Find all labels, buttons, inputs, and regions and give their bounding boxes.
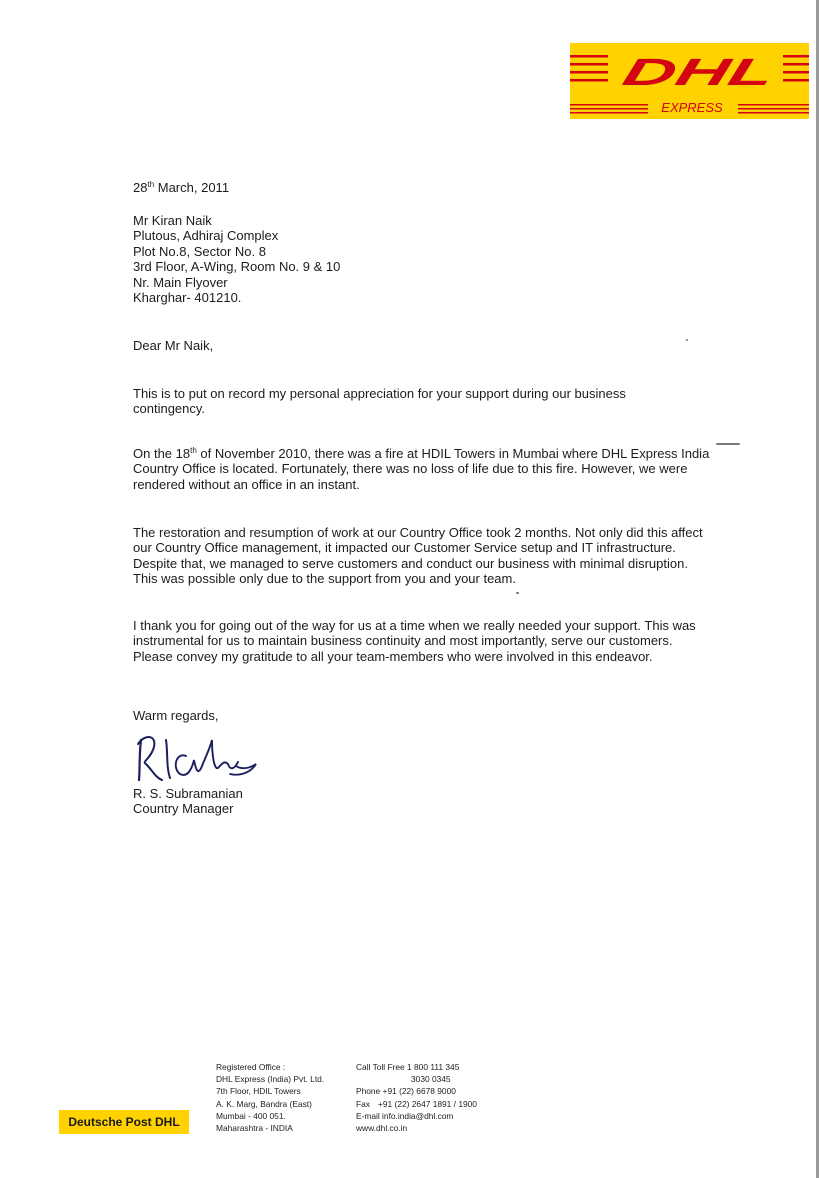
registered-line: Mumbai - 400 051. <box>216 1110 286 1121</box>
scan-speck <box>516 592 519 594</box>
registered-line: A. K. Marg, Bandra (East) <box>216 1098 312 1109</box>
signer-name: R. S. Subramanian <box>133 786 243 801</box>
address-line: 3rd Floor, A-Wing, Room No. 9 & 10 <box>133 259 341 275</box>
registered-line: 7th Floor, HDIL Towers <box>216 1086 301 1097</box>
closing: Warm regards, <box>133 708 219 723</box>
dhl-logo-express: EXPRESS <box>661 100 723 115</box>
registered-line: DHL Express (India) Pvt. Ltd. <box>216 1074 325 1085</box>
paragraph-3: The restoration and resumption of work at our Country Office took 2 months. Not only did this affect our Country Office management, it impacted our Customer Service setup and IT infrastructure. Despite that, we managed to serve customers and conduct our business with minimal disruption. This was possible only due to the support from you and your team. <box>133 525 703 587</box>
salutation: Dear Mr Naik, <box>133 338 214 353</box>
tollfree-line: Call Toll Free 1 800 111 345 <box>356 1062 460 1072</box>
website-line: www.dhl.co.in <box>356 1123 408 1134</box>
dhl-express-logo <box>570 43 809 119</box>
dhl-logo-wordmark: DHL <box>618 51 707 94</box>
letter-date: 28th March, 2011 <box>133 180 230 195</box>
contact-info <box>356 1061 477 1134</box>
phone-line: Phone +91 (22) 6678 9000 <box>356 1086 456 1097</box>
address-line: Plot No.8, Sector No. 8 <box>133 243 266 259</box>
scan-speck <box>716 443 740 445</box>
registered-line: Maharashtra - INDIA <box>216 1123 293 1134</box>
address-line: Nr. Main Flyover <box>133 274 228 290</box>
email-line: E-mail info.india@dhl.com <box>356 1110 454 1121</box>
registered-office <box>216 1061 324 1134</box>
fax-line: Fax +91 (22) 2647 1891 / 1900 <box>356 1098 477 1109</box>
signature <box>132 718 262 788</box>
address-line: Plutous, Adhiraj Complex <box>133 228 279 244</box>
signer-block <box>133 786 693 817</box>
tollfree-line-2: 3030 0345 <box>411 1074 451 1085</box>
address-line: Mr Kiran Naik <box>133 213 212 228</box>
registered-line: Registered Office : <box>216 1062 286 1072</box>
scan-speck <box>686 339 688 341</box>
deutsche-post-dhl-badge: Deutsche Post DHL <box>59 1110 189 1134</box>
address-line: Kharghar- 401210. <box>133 290 242 306</box>
signer-title: Country Manager <box>133 801 234 817</box>
paragraph-4: I thank you for going out of the way for us at a time when we really needed your support. This was instrumental for us to maintain business continuity and most importantly, serve our customers. Please convey my gratitude to all your team-members who were involved in this endeavor. <box>133 618 696 664</box>
paragraph-1: This is to put on record my personal appreciation for your support during our business contingency. <box>133 386 626 417</box>
recipient-address <box>133 213 693 305</box>
paragraph-2: On the 18th of November 2010, there was a fire at HDIL Towers in Mumbai where DHL Express India Country Office is located. Fortunately, there was no loss of life due to this fire. However, we were rendered without an office in an instant. <box>133 446 710 492</box>
